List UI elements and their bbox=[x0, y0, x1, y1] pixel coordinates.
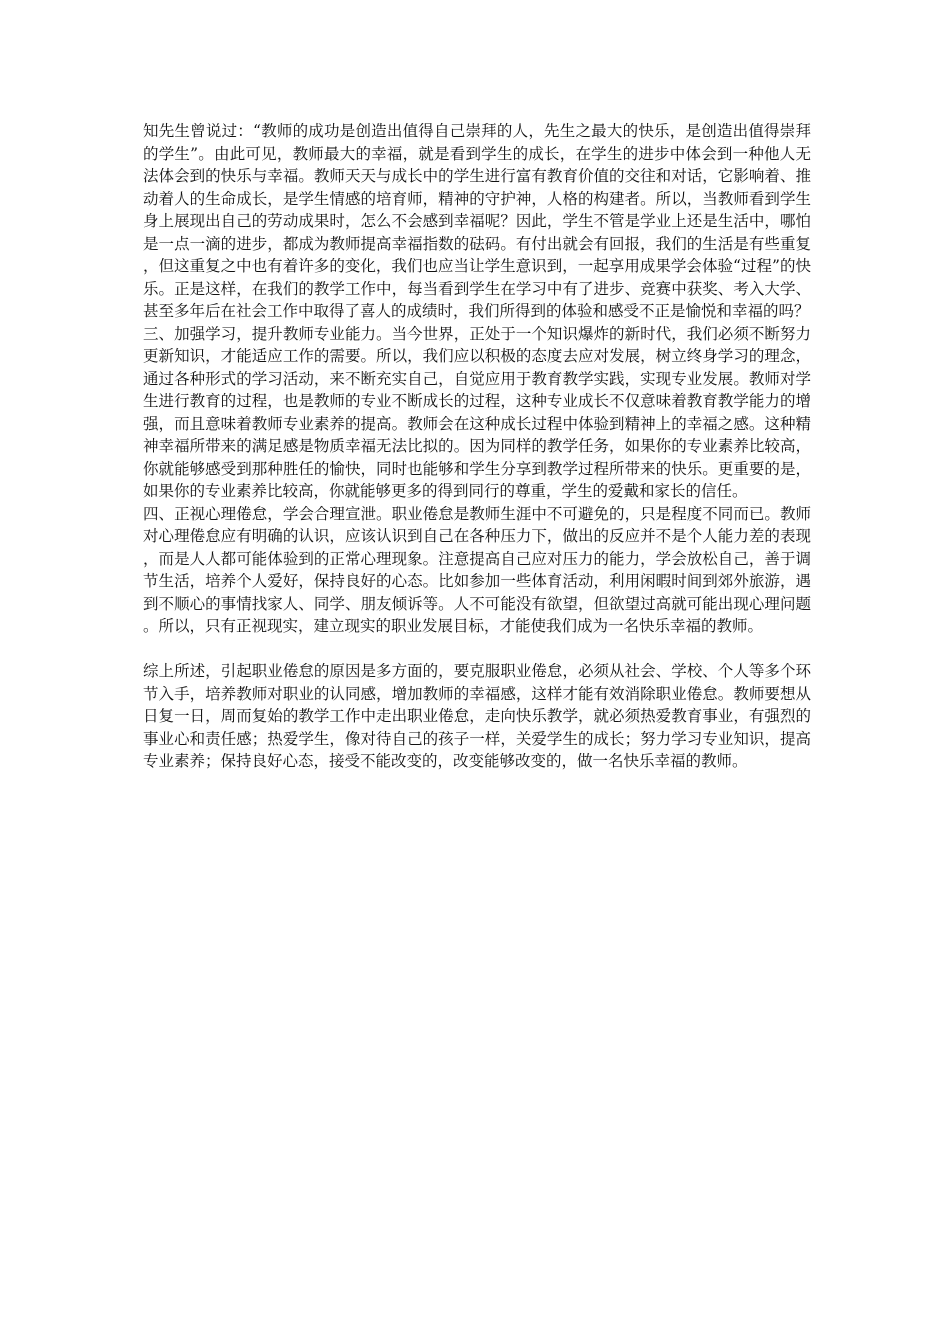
paragraph-spacer bbox=[143, 638, 811, 661]
paragraph-happiness-of-teachers: 知先生曾说过：“教师的成功是创造出值得自己崇拜的人，先生之最大的快乐，是创造出值得崇拜的学生”。由此可见，教师最大的幸福，就是看到学生的成长，在学生的进步中体会到一种他人无法体会到的快乐与幸福。教师天天与成长中的学生进行富有教育价值的交往和对话，它影响着、推动着人的生命成长，是学生情感的培育师，精神的守护神，人格的构建者。所以，当教师看到学生身上展现出自己的劳动成果时，怎么不会感到幸福呢？因此，学生不管是学业上还是生活中，哪怕是一点一滴的进步，都成为教师提高幸福指数的砝码。有付出就会有回报，我们的生活是有些重复，但这重复之中也有着许多的变化，我们也应当让学生意识到，一起享用成果学会体验“过程”的快乐。正是这样，在我们的教学工作中，每当看到学生在学习中有了进步、竞赛中获奖、考入大学、甚至多年后在社会工作中取得了喜人的成绩时，我们所得到的体验和感受不正是愉悦和幸福的吗？ bbox=[143, 122, 811, 320]
document-body bbox=[143, 120, 811, 773]
paragraph-section-four-burnout: 四、正视心理倦怠，学会合理宣泄。职业倦怠是教师生涯中不可避免的，只是程度不同而已。教师对心理倦怠应有明确的认识，应该认识到自己在各种压力下，做出的反应并不是个人能力差的表现，而是人人都可能体验到的正常心理现象。注意提高自己应对压力的能力，学会放松自己，善于调节生活，培养个人爱好，保持良好的心态。比如参加一些体育活动，利用闲暇时间到郊外旅游，遇到不顺心的事情找家人、同学、朋友倾诉等。人不可能没有欲望，但欲望过高就可能出现心理问题。所以，只有正视现实，建立现实的职业发展目标，才能使我们成为一名快乐幸福的教师。 bbox=[143, 504, 811, 635]
paragraph-section-three-learning: 三、加强学习，提升教师专业能力。当今世界，正处于一个知识爆炸的新时代，我们必须不断努力更新知识，才能适应工作的需要。所以，我们应以积极的态度去应对发展，树立终身学习的理念，通过各种形式的学习活动，来不断充实自己，自觉应用于教育教学实践，实现专业发展。教师对学生进行教育的过程，也是教师的专业不断成长的过程，这种专业成长不仅意味着教育教学能力的增强，而且意味着教师专业素养的提高。教师会在这种成长过程中体验到精神上的幸福之感。这种精神幸福所带来的满足感是物质幸福无法比拟的。因为同样的教学任务，如果你的专业素养比较高，你就能够感受到那种胜任的愉快，同时也能够和学生分享到教学过程所带来的快乐。更重要的是，如果你的专业素养比较高，你就能够更多的得到同行的尊重，学生的爱戴和家长的信任。 bbox=[143, 324, 811, 500]
paragraph-conclusion: 综上所述，引起职业倦怠的原因是多方面的，要克服职业倦怠，必须从社会、学校、个人等多个环节入手，培养教师对职业的认同感，增加教师的幸福感，这样才能有效消除职业倦怠。教师要想从日复一日，周而复始的教学工作中走出职业倦怠，走向快乐教学，就必须热爱教育事业，有强烈的事业心和责任感；热爱学生，像对待自己的孩子一样，关爱学生的成长；努力学习专业知识，提高专业素养；保持良好心态，接受不能改变的，改变能够改变的，做一名快乐幸福的教师。 bbox=[143, 662, 811, 770]
